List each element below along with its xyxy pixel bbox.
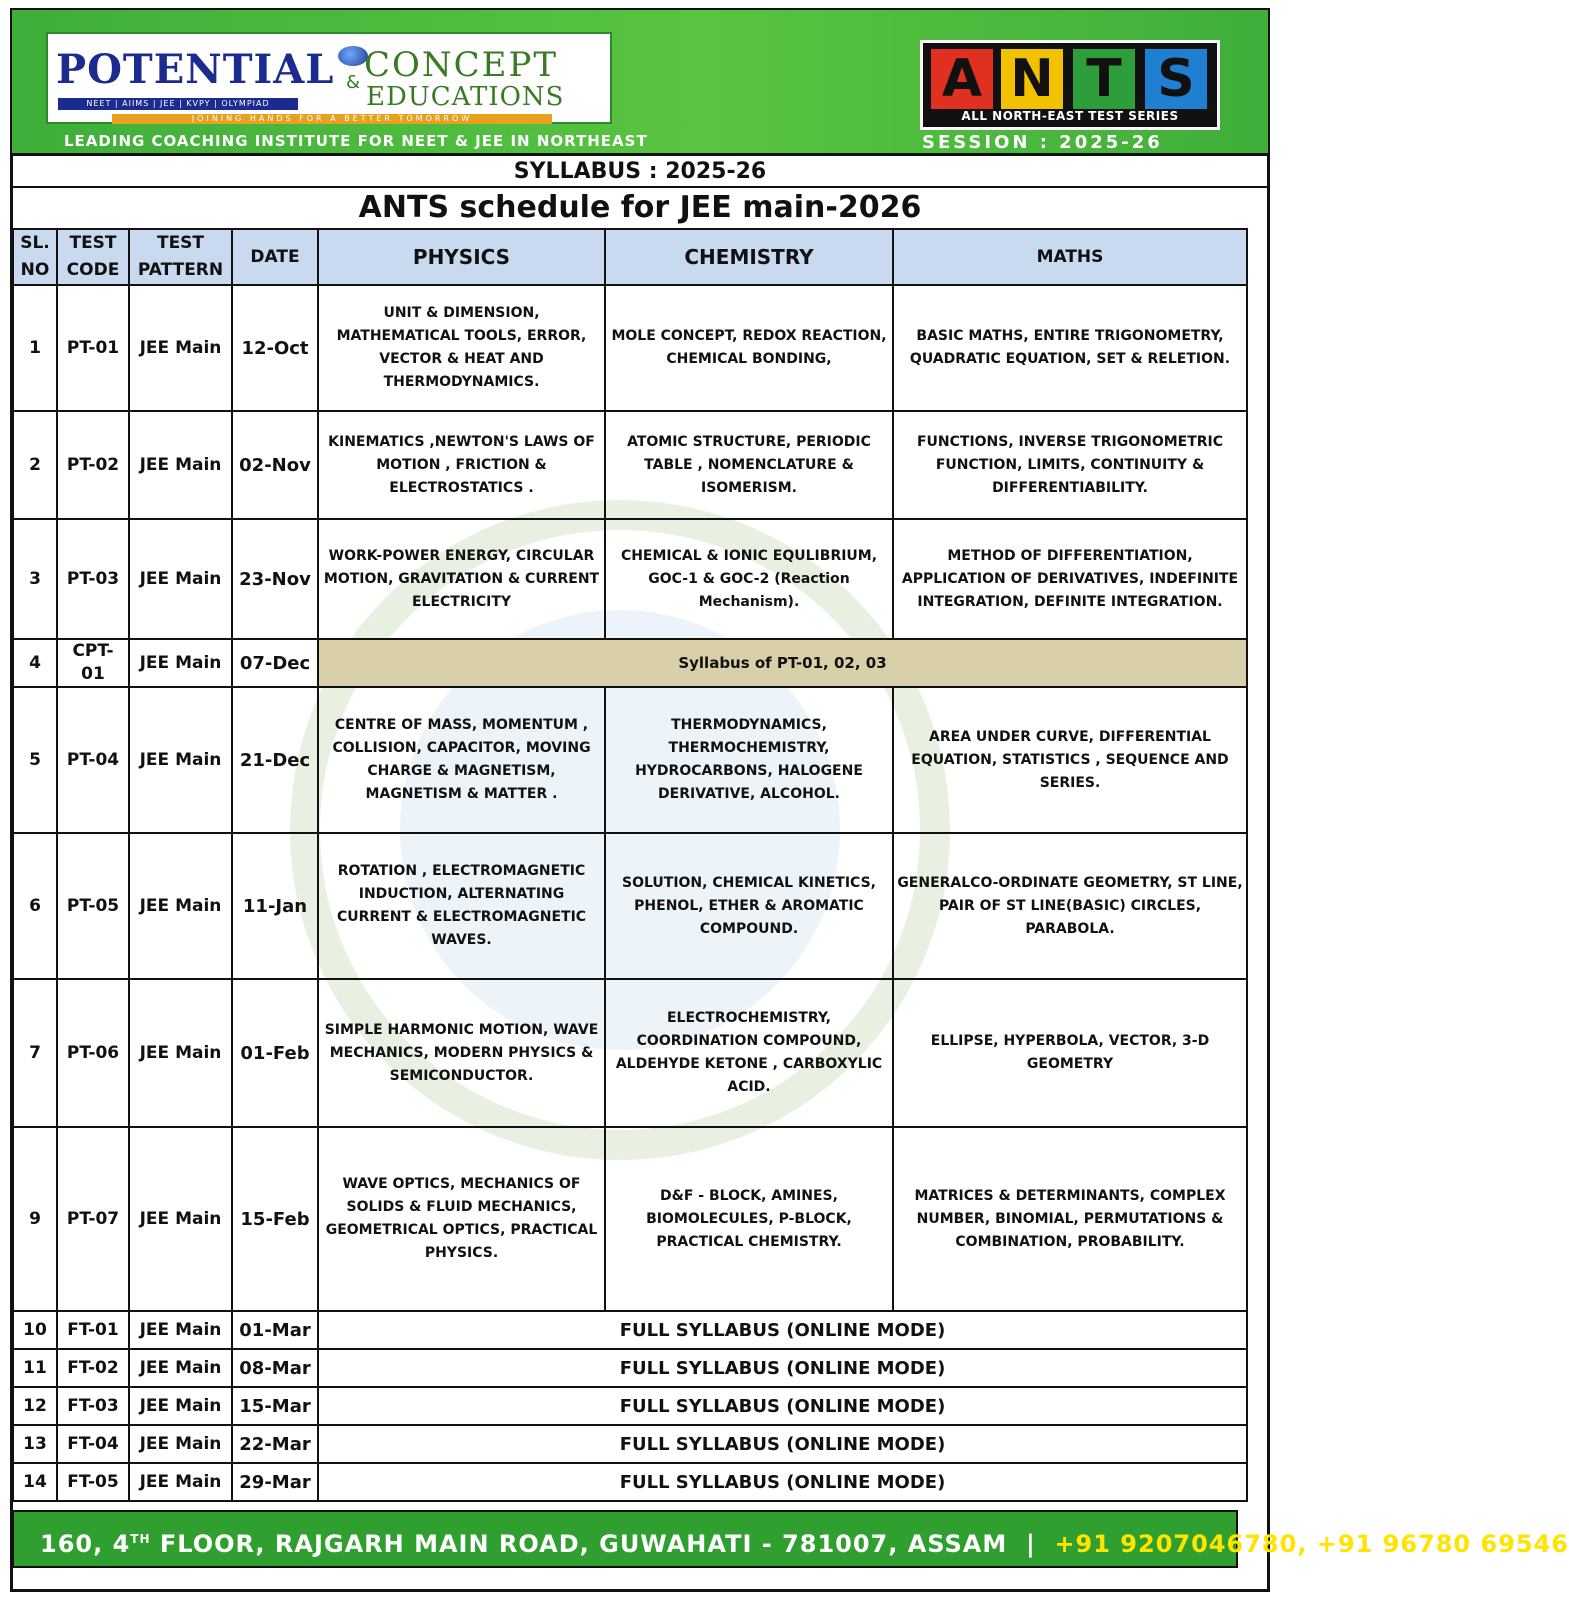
col-header-test-code: TEST CODE xyxy=(57,229,129,285)
cell-test-pattern: JEE Main xyxy=(129,1425,232,1463)
table-row xyxy=(13,979,1247,1127)
cell-full-syllabus: FULL SYLLABUS (ONLINE MODE) xyxy=(318,1311,1247,1349)
col-header-chemistry: CHEMISTRY xyxy=(605,229,893,285)
footer-phone-numbers: +91 9207046780, +91 96780 69546 xyxy=(1054,1530,1569,1558)
table-row xyxy=(13,519,1247,639)
cell-test-pattern: JEE Main xyxy=(129,519,232,639)
ants-logo xyxy=(920,40,1220,130)
logo-tagline: JOINING HANDS FOR A BETTER TOMORROW xyxy=(112,114,552,124)
col-header-maths: MATHS xyxy=(893,229,1247,285)
col-header-physics: PHYSICS xyxy=(318,229,605,285)
cell-test-code: FT-03 xyxy=(57,1387,129,1425)
cell-full-syllabus: FULL SYLLABUS (ONLINE MODE) xyxy=(318,1463,1247,1501)
cell-maths: AREA UNDER CURVE, DIFFERENTIAL EQUATION, STATISTICS , SEQUENCE AND SERIES. xyxy=(893,687,1247,833)
cell-test-code: FT-04 xyxy=(57,1425,129,1463)
cell-date: 08-Mar xyxy=(232,1349,318,1387)
cell-date: 11-Jan xyxy=(232,833,318,979)
cell-test-code: PT-02 xyxy=(57,411,129,519)
schedule-title: ANTS schedule for JEE main-2026 xyxy=(358,190,922,225)
cell-sl-no: 9 xyxy=(13,1127,57,1311)
cell-date: 07-Dec xyxy=(232,639,318,687)
footer-address-pre: 160, 4 xyxy=(40,1530,131,1558)
cell-test-code: FT-02 xyxy=(57,1349,129,1387)
cell-chemistry: ELECTROCHEMISTRY, COORDINATION COMPOUND, ALDEHYDE KETONE , CARBOXYLIC ACID. xyxy=(605,979,893,1127)
logo-amp-text: & xyxy=(346,72,361,93)
cell-test-pattern: JEE Main xyxy=(129,285,232,411)
col-header-date: DATE xyxy=(232,229,318,285)
cell-test-code: PT-03 xyxy=(57,519,129,639)
cell-chemistry: ATOMIC STRUCTURE, PERIODIC TABLE , NOMENCLATURE & ISOMERISM. xyxy=(605,411,893,519)
session-label: SESSION : 2025-26 xyxy=(922,132,1163,153)
cell-maths: GENERALCO-ORDINATE GEOMETRY, ST LINE, PAIR OF ST LINE(BASIC) CIRCLES, PARABOLA. xyxy=(893,833,1247,979)
cell-test-pattern: JEE Main xyxy=(129,833,232,979)
cell-sl-no: 10 xyxy=(13,1311,57,1349)
logo-educations-text: EDUCATIONS xyxy=(366,82,565,112)
cell-physics: SIMPLE HARMONIC MOTION, WAVE MECHANICS, MODERN PHYSICS & SEMICONDUCTOR. xyxy=(318,979,605,1127)
cell-sl-no: 13 xyxy=(13,1425,57,1463)
footer-contact-bar xyxy=(12,1510,1569,1568)
cell-date: 15-Feb xyxy=(232,1127,318,1311)
cell-date: 22-Mar xyxy=(232,1425,318,1463)
cell-test-code: FT-01 xyxy=(57,1311,129,1349)
cell-test-pattern: JEE Main xyxy=(129,1127,232,1311)
syllabus-title: SYLLABUS : 2025-26 xyxy=(12,156,1268,188)
ants-subtitle: ALL NORTH-EAST TEST SERIES xyxy=(961,109,1179,123)
cell-sl-no: 7 xyxy=(13,979,57,1127)
ants-letter-s: S xyxy=(1145,49,1207,109)
cell-chemistry: SOLUTION, CHEMICAL KINETICS, PHENOL, ETHER & AROMATIC COMPOUND. xyxy=(605,833,893,979)
cell-sl-no: 4 xyxy=(13,639,57,687)
table-row-full xyxy=(13,1463,1247,1501)
cell-test-code: PT-01 xyxy=(57,285,129,411)
cell-maths: MATRICES & DETERMINANTS, COMPLEX NUMBER, BINOMIAL, PERMUTATIONS & COMBINATION, PROBABILITY. xyxy=(893,1127,1247,1311)
cell-test-code: PT-05 xyxy=(57,833,129,979)
table-row xyxy=(13,285,1247,411)
cell-maths: BASIC MATHS, ENTIRE TRIGONOMETRY, QUADRATIC EQUATION, SET & RELETION. xyxy=(893,285,1247,411)
cell-date: 15-Mar xyxy=(232,1387,318,1425)
cell-sl-no: 14 xyxy=(13,1463,57,1501)
cell-full-syllabus: FULL SYLLABUS (ONLINE MODE) xyxy=(318,1387,1247,1425)
cell-sl-no: 3 xyxy=(13,519,57,639)
cell-test-pattern: JEE Main xyxy=(129,639,232,687)
cell-test-pattern: JEE Main xyxy=(129,1463,232,1501)
cell-test-code: PT-04 xyxy=(57,687,129,833)
table-row xyxy=(13,1127,1247,1311)
table-row-full xyxy=(13,1311,1247,1349)
table-row xyxy=(13,687,1247,833)
col-header-test-pattern: TEST PATTERN xyxy=(129,229,232,285)
table-row-full xyxy=(13,1425,1247,1463)
cell-date: 12-Oct xyxy=(232,285,318,411)
cell-sl-no: 6 xyxy=(13,833,57,979)
cell-sl-no: 12 xyxy=(13,1387,57,1425)
cell-date: 21-Dec xyxy=(232,687,318,833)
cell-physics: WORK-POWER ENERGY, CIRCULAR MOTION, GRAVITATION & CURRENT ELECTRICITY xyxy=(318,519,605,639)
cell-date: 29-Mar xyxy=(232,1463,318,1501)
cell-chemistry: MOLE CONCEPT, REDOX REACTION, CHEMICAL BONDING, xyxy=(605,285,893,411)
cell-test-pattern: JEE Main xyxy=(129,1311,232,1349)
ants-letter-t: T xyxy=(1073,49,1135,109)
cell-date: 23-Nov xyxy=(232,519,318,639)
cell-physics: UNIT & DIMENSION, MATHEMATICAL TOOLS, ERROR, VECTOR & HEAT AND THERMODYNAMICS. xyxy=(318,285,605,411)
cell-chemistry: THERMODYNAMICS, THERMOCHEMISTRY, HYDROCARBONS, HALOGENE DERIVATIVE, ALCOHOL. xyxy=(605,687,893,833)
cell-test-pattern: JEE Main xyxy=(129,411,232,519)
cell-date: 01-Mar xyxy=(232,1311,318,1349)
cell-chemistry: CHEMICAL & IONIC EQULIBRIUM, GOC-1 & GOC-2 (Reaction Mechanism). xyxy=(605,519,893,639)
schedule-table xyxy=(12,228,1248,1502)
cell-sl-no: 1 xyxy=(13,285,57,411)
cell-physics: KINEMATICS ,NEWTON'S LAWS OF MOTION , FRICTION & ELECTROSTATICS . xyxy=(318,411,605,519)
table-row-full xyxy=(13,1349,1247,1387)
cell-chemistry: D&F - BLOCK, AMINES, BIOMOLECULES, P-BLOCK, PRACTICAL CHEMISTRY. xyxy=(605,1127,893,1311)
cell-maths: ELLIPSE, HYPERBOLA, VECTOR, 3-D GEOMETRY xyxy=(893,979,1247,1127)
cell-maths: FUNCTIONS, INVERSE TRIGONOMETRIC FUNCTION, LIMITS, CONTINUITY & DIFFERENTIABILITY. xyxy=(893,411,1247,519)
header-subtitle: LEADING COACHING INSTITUTE FOR NEET & JEE IN NORTHEAST xyxy=(64,132,648,150)
table-header-row xyxy=(13,229,1247,285)
cell-date: 01-Feb xyxy=(232,979,318,1127)
cell-physics: CENTRE OF MASS, MOMENTUM , COLLISION, CAPACITOR, MOVING CHARGE & MAGNETISM, MAGNETISM & MATTER . xyxy=(318,687,605,833)
ants-letter-a: A xyxy=(931,49,993,109)
logo-exams-strip: NEET | AIIMS | JEE | KVPY | OLYMPIAD xyxy=(58,98,298,110)
ants-letter-n: N xyxy=(1001,49,1063,109)
cell-test-code: PT-07 xyxy=(57,1127,129,1311)
header-banner xyxy=(12,10,1268,156)
logo-concept-text: CONCEPT xyxy=(364,45,559,85)
table-row xyxy=(13,833,1247,979)
col-header-sl-no: SL. NO xyxy=(13,229,57,285)
cell-test-code: FT-05 xyxy=(57,1463,129,1501)
cell-test-code: CPT-01 xyxy=(57,639,129,687)
cell-date: 02-Nov xyxy=(232,411,318,519)
cell-sl-no: 5 xyxy=(13,687,57,833)
cell-sl-no: 11 xyxy=(13,1349,57,1387)
cell-maths: METHOD OF DIFFERENTIATION, APPLICATION OF DERIVATIVES, INDEFINITE INTEGRATION, DEFINITE INTEGRATION. xyxy=(893,519,1247,639)
footer-address: FLOOR, RAJGARH MAIN ROAD, GUWAHATI - 781007, ASSAM | xyxy=(150,1530,1055,1558)
cell-physics: ROTATION , ELECTROMAGNETIC INDUCTION, ALTERNATING CURRENT & ELECTROMAGNETIC WAVES. xyxy=(318,833,605,979)
logo-potential-text: POTENTIAL xyxy=(56,46,335,93)
cell-full-syllabus: FULL SYLLABUS (ONLINE MODE) xyxy=(318,1425,1247,1463)
cell-sl-no: 2 xyxy=(13,411,57,519)
cell-test-pattern: JEE Main xyxy=(129,1387,232,1425)
cell-physics: WAVE OPTICS, MECHANICS OF SOLIDS & FLUID MECHANICS, GEOMETRICAL OPTICS, PRACTICAL PHYSICS. xyxy=(318,1127,605,1311)
table-row xyxy=(13,411,1247,519)
cell-test-pattern: JEE Main xyxy=(129,1349,232,1387)
cell-cpt-syllabus: Syllabus of PT-01, 02, 03 xyxy=(318,639,1247,687)
institute-logo xyxy=(46,32,612,124)
table-row-full xyxy=(13,1387,1247,1425)
table-row-cpt xyxy=(13,639,1247,687)
cell-full-syllabus: FULL SYLLABUS (ONLINE MODE) xyxy=(318,1349,1247,1387)
cell-test-pattern: JEE Main xyxy=(129,687,232,833)
cell-test-pattern: JEE Main xyxy=(129,979,232,1127)
footer-address-sup: TH xyxy=(130,1532,151,1546)
cell-test-code: PT-06 xyxy=(57,979,129,1127)
